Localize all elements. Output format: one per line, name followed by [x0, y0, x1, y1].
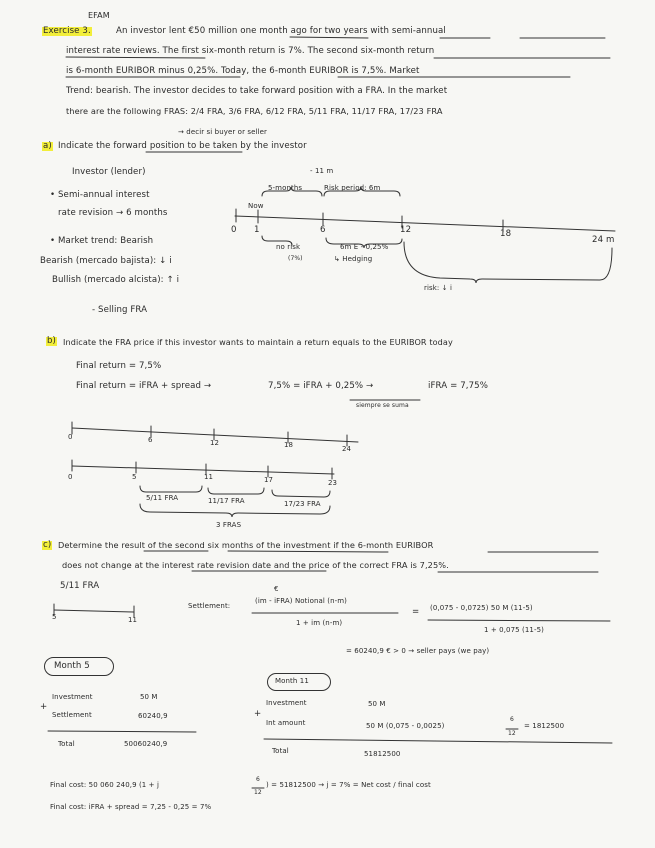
exercise-line-3: is 6-month EURIBOR minus 0,25%. Today, the 6-month EURIBOR is 7,5%. Market — [66, 66, 420, 76]
settlement-label: Settlement: — [188, 602, 231, 610]
month11-interest-value: 50 M (0,075 - 0,0025) — [366, 722, 445, 730]
underline-one-month — [290, 37, 368, 38]
month5-settlement-label: Settlement — [52, 711, 92, 719]
month11-total-label: Total — [272, 747, 289, 755]
formula-start: Final return = iFRA + spread → — [76, 381, 212, 391]
month11-plus: + — [254, 709, 262, 719]
exercise-line-2: interest rate reviews. The first six-month return is 7%. The second six-month return — [66, 46, 435, 56]
part-a-note: → decir si buyer or seller — [178, 128, 267, 136]
tl2-tick-0: 0 — [68, 473, 73, 481]
bearish-label: Bearish (mercado bajista): ↓ i — [40, 256, 172, 266]
settlement-denominator: 1 + im (n-m) — [296, 619, 343, 627]
final-frac-den: 12 — [254, 789, 262, 796]
tl2-tick-23: 23 — [328, 479, 338, 487]
fra-17-23: 17/23 FRA — [284, 500, 321, 508]
part-a-label: a) — [43, 141, 52, 151]
euro-mark: € — [274, 585, 279, 593]
brace-risk — [404, 242, 612, 283]
part-c-question-2: does not change at the interest rate revision date and the price of the correct FRA is 7,25%. — [62, 560, 449, 570]
calc-fraction-bar — [428, 620, 610, 621]
underline-interest-reviews — [66, 57, 205, 58]
timeline-b1-axis — [72, 428, 358, 442]
part-c-fra: 5/11 FRA — [60, 581, 100, 591]
brace-3-fras — [140, 504, 330, 517]
tick-18: 18 — [500, 229, 512, 239]
month5-total-line — [48, 731, 196, 732]
exercise-label: Exercise 3. — [43, 26, 91, 36]
amount-label: - 11 m — [310, 167, 334, 175]
exercise-line-1: An investor lent €50 million one month ago for two years with semi-annual — [116, 26, 446, 36]
brace-risk-period — [324, 184, 400, 196]
month5-total-value: 50060240,9 — [124, 740, 168, 748]
part-a-question: Indicate the forward position to be taken by the investor — [58, 141, 307, 151]
tl1-tick-12: 12 — [210, 439, 220, 447]
brace-left-label: 5-months — [268, 184, 303, 192]
calc-result: = 60240,9 € > 0 → seller pays (we pay) — [346, 647, 490, 655]
brace-right-label: Risk period: 6m — [324, 184, 381, 192]
brace-fra-11-17 — [208, 488, 264, 494]
underline-second-six — [228, 551, 388, 552]
month11-frac-den: 12 — [508, 730, 516, 737]
month11-total-value: 51812500 — [364, 750, 401, 758]
month5-investment-value: 50 M — [140, 693, 158, 701]
month5-plus: + — [40, 702, 48, 712]
month11-interest-result: = 1812500 — [524, 722, 565, 730]
tl1-tick-6: 6 — [148, 436, 153, 444]
no-risk-rate: (7%) — [288, 255, 303, 262]
brace-5-months — [262, 184, 322, 196]
brace-hedging — [326, 238, 402, 248]
tl2-tick-5: 5 — [132, 473, 137, 481]
exercise-line-5: there are the following FRAS: 2/4 FRA, 3/6 FRA, 6/12 FRA, 5/11 FRA, 11/17 FRA, 17/23 FRA — [66, 106, 443, 116]
formula-mid: 7,5% = iFRA + 0,25% → — [268, 381, 374, 391]
semi-annual-label: • Semi-annual interest — [50, 190, 150, 200]
formula-note: siempre se suma — [356, 402, 409, 409]
tl2-tick-17: 17 — [264, 476, 274, 484]
formula-end: iFRA = 7,75% — [428, 381, 488, 391]
selling-fra-label: - Selling FRA — [92, 305, 148, 315]
header-tag: EFAM — [88, 11, 110, 20]
fras-total: 3 FRAS — [216, 521, 242, 529]
c-tl-right: 11 — [128, 616, 138, 624]
calc-denominator: 1 + 0,075 (11-5) — [484, 626, 544, 634]
final-cost-line-1: Final cost: 50 060 240,9 (1 + j — [50, 781, 159, 789]
part-b-question: Indicate the FRA price if this investor wants to maintain a return equals to the EURIBOR today — [63, 337, 453, 347]
month11-title: Month 11 — [275, 677, 309, 685]
tl1-tick-0: 0 — [68, 433, 73, 441]
tick-1: 1 — [254, 225, 260, 235]
final-return-label: Final return = 7,5% — [76, 361, 162, 371]
settlement-equals: = — [412, 607, 420, 617]
timeline-a-axis — [235, 216, 615, 231]
month5-title: Month 5 — [54, 661, 90, 671]
month11-total-line — [264, 739, 612, 743]
tl1-tick-18: 18 — [284, 441, 294, 449]
tick-0: 0 — [231, 225, 237, 235]
rate-revision-label: rate revision → 6 months — [58, 208, 168, 218]
tick-24: 24 m — [592, 235, 615, 245]
brace-no-risk — [262, 236, 292, 245]
final-cost-line-2: Final cost: iFRA + spread = 7,25 - 0,25 = 7% — [50, 803, 212, 811]
month11-investment-label: Investment — [266, 699, 307, 707]
tick-6: 6 — [320, 225, 326, 235]
month11-interest-label: Int amount — [266, 719, 306, 727]
bullish-label: Bullish (mercado alcista): ↑ i — [52, 275, 180, 285]
market-trend-label: • Market trend: Bearish — [50, 236, 154, 246]
c-tl-left: 5 — [52, 613, 57, 621]
fra-5-11: 5/11 FRA — [146, 494, 179, 502]
part-b-label: b) — [47, 336, 57, 346]
risk-label: risk: ↓ i — [424, 284, 453, 292]
tick-12: 12 — [400, 225, 412, 235]
month5-total-label: Total — [58, 740, 75, 748]
calc-numerator: (0,075 - 0,0725) 50 M (11-5) — [430, 604, 533, 612]
month11-investment-value: 50 M — [368, 700, 386, 708]
no-risk-label: no risk — [276, 243, 301, 251]
month5-investment-label: Investment — [52, 693, 93, 701]
investor-label: Investor (lender) — [72, 167, 146, 177]
part-c-question-1: Determine the result of the second six months of the investment if the 6-month EURIBOR — [58, 540, 434, 550]
fra-11-17: 11/17 FRA — [208, 497, 245, 505]
final-cost-line-1-end: ) = 51812500 → j = 7% = Net cost / final cost — [266, 781, 431, 789]
brace-fra-17-23 — [272, 490, 330, 497]
month11-frac-num: 6 — [510, 716, 514, 723]
brace-fra-5-11 — [140, 486, 202, 492]
timeline-c-axis — [54, 610, 134, 612]
tl2-tick-11: 11 — [204, 473, 214, 481]
part-c-label: c) — [43, 540, 52, 550]
hedging-label: ↳ Hedging — [334, 255, 373, 263]
now-label: Now — [248, 202, 264, 210]
six-m-label: 6m E - 0,25% — [340, 243, 389, 251]
settlement-numerator: (im - iFRA) Notional (n-m) — [255, 597, 347, 605]
exercise-line-4: Trend: bearish. The investor decides to take forward position with a FRA. In the market — [66, 86, 448, 96]
timeline-b2-axis — [72, 466, 334, 474]
month5-settlement-value: 60240,9 — [138, 712, 168, 720]
tl1-tick-24: 24 — [342, 445, 352, 453]
final-frac-num: 6 — [256, 776, 260, 783]
